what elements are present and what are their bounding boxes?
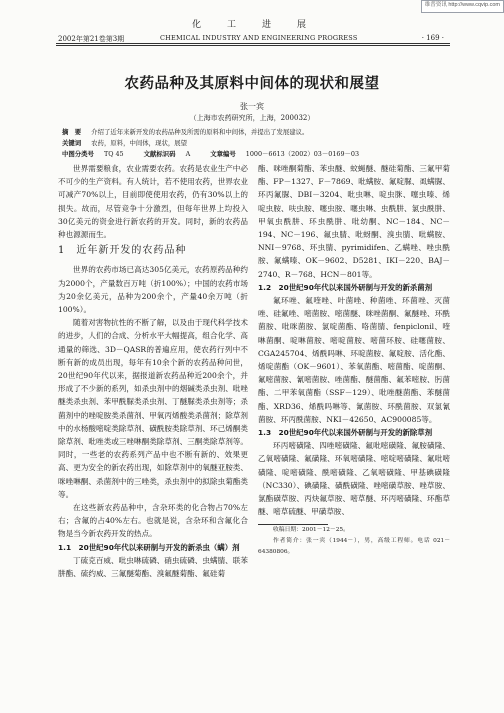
keywords-line — [62, 138, 187, 147]
section-1-paragraph-1: 世界的农药市场已高达305亿美元，农药原药品种约为2000个，产量数百万吨（折100%）；中国的农药市场为20余亿美元，品种为200余个，产量40余万吨（折100%）。 — [58, 265, 248, 315]
journal-name: 化工进展 — [191, 20, 332, 30]
section-1-paragraph-2: 随着对害物抗性的不断了解，以及由于现代科学技术的进步，人们的合成、分析水平大幅提高，组合化学、高通量的筛选、3D－QASR的普遍应用，使农药行列中不断有新的成员出现，每年有10余个新的农药品种问世，20世纪90年代以来，据报道新农药品种近200余个，并形成了不少新的系列，如杀虫剂中的烟碱类杀虫剂、吡唑醚类杀虫剂、苯甲酰脲类杀虫剂、丁醚脲类杀虫剂等；杀菌剂中的唑啶胺类杀菌剂、甲氧丙烯酸类杀菌剂；除草剂中的水杨酸嘧啶类除草剂、磺酰胺类除草剂、环己烯酮类除草剂、吡唑类或三唑啉酮类除草剂、三酮类除草剂等。同时，一些老的农药系列产品中也不断有新的、效果更高、更为安全的新农药出现，如除草剂中的氧醚亚胺类、咪唑啉酮、杀菌剂中的三唑类，杀虫剂中的拟除虫菊酯类等。 — [58, 318, 248, 499]
abstract-text: 介绍了近年来新开发的农药品种及所需的原料和中间体，并提出了发展建议。 — [91, 128, 309, 136]
article-no-value: 1000－6613（2002）03－0169－03 — [245, 150, 360, 158]
herbicide-list: 环丙嘧磺隆、四唑嘧磺隆、氟吡嘧磺隆、氟胺磺隆、乙氧嘧磺隆、氟磺隆、环氧嘧磺隆、嘧啶嘧磺隆、氟吡嘧磺隆、啶嘧磺隆、酰嘧磺隆、乙氧嘧磺隆、甲基碘磺隆（NC330）、碘磺隆、磺酰磺隆、唑嘧磺草胺、唑草胺、氯酯磺草胺、丙炔氟草胺、嘧草醚、环丙嘧磺隆、环酯草醚、嘧草硫醚、甲磺草胺、 — [258, 441, 450, 517]
section-1-heading: 1 近年新开发的农药品种 — [58, 245, 187, 257]
article-no-label: 文章编号 — [210, 150, 236, 158]
author-affiliation: （上海市农药研究所，上海，200032） — [189, 114, 315, 122]
classification-line — [62, 149, 359, 158]
keywords-label: 关键词 — [62, 139, 82, 147]
footnote-author-info: 作者简介：张一宾（1944－），男，高级工程师。电话 021－64380806。 — [258, 538, 450, 556]
subsection-1-1-paragraph: 丁硫克百威、吡虫啉硫磷、硝虫硫磷、虫螨腈、联苯肼酯、硫约威、三氟醚菊酯、溴氟醚菊酯、氟硅菊 — [58, 555, 248, 579]
subsection-1-2-heading: 1.2 20世纪90年代以来国外研制与开发的新杀菌剂 — [258, 282, 433, 292]
footnote-received: 收稿日期：2001－12－25。 — [273, 527, 349, 534]
classification-value: TQ 45 — [103, 150, 124, 158]
fungicide-list: 氟环唑、氟喹唑、叶菌唑、种菌唑、环菌唑、灭菌唑、硅氟唑、嘧菌胺、嘧菌醚、咪唑菌酮、氟醚唑、环酰菌胺、吡咪菌胺、氯啶菌酯、咯菌腈、fenpiclonil、喹啉菌酮、啶啉菌胺、嘧啶菌胺、嘧菌环胺、硅噻菌胺、CGA245704、烯酰吗啉、环啶菌胺、氟啶胺、活化酯、烯啶菌酯（OK－9601）、苯氧菌酯、嘧菌酯、啶菌酮、氟嘧菌胺、氰嘧菌胺、唑菌酯、醚菌酯、氟苯嘧胺、肟菌酯、二甲苯氧菌酯（SSF－129）、吡唑醚菌酯、苯醚菌酯、XRD36、烯酰吗啉等、氰菌胺、环酰菌胺、双氯氰菌胺、环丙酰菌胺、NKI－42650、AC900085等。 — [258, 296, 450, 424]
abstract-line — [62, 127, 308, 136]
intro-paragraph: 世界需要粮食，农业需要农药。农药是农业生产中必不可少的生产资料。有人统计，若不使用农药，世界农业可减产70%以上，目前即使使用农药，仍有30%以上的损失。故而，尽管竞争十分激烈，但每年世界上均投入30亿美元的资金进行新农药的开发。同时，新的农药品种也源源而生。 — [58, 164, 248, 240]
left-column — [58, 162, 248, 580]
issue-info: 2002年第21卷第3期 — [58, 35, 125, 43]
insecticide-list: 酯、咪唑酮菊酯、苯虫醚、蚊蝇醚、醚硅菊酯、三氟甲菊酯、FP－1327、F－7869、吡螨胺、氟啶脲、虱螨脲、环丙氟脲、DBI－3204、吡虫啉、啶虫脒、噻虫嗪、烯啶虫胺、呋虫胺、噻虫胺、噻虫啉、虫酰肼、氯虫酰肼、甲氧虫酰肼、环虫酰肼、吡幼酮、NC－184、NC－194、NC－196、氟虫腈、吡蚜酮、溴虫腈、吡螨胺、NNI－9768、环虫腈、pyrimidifen、乙螨唑、唑虫酰胺、氟螨嗪、OK－9602、D5281、IKI－220、BAJ－2740、R－768、HCN－801等。 — [258, 164, 450, 279]
doc-code-label: 文献标识码 — [143, 150, 176, 158]
abstract-label: 摘 要 — [62, 128, 82, 136]
classification-label: 中图分类号 — [62, 150, 94, 158]
right-column — [258, 162, 450, 558]
header-rule — [56, 43, 450, 44]
watermark-badge: 维普资讯 http://www.cqvip.com — [421, 0, 504, 13]
subsection-1-3-heading: 1.3 20世纪90年代以来国外研制与开发的新除草剂 — [258, 428, 433, 438]
header-rule-thin — [56, 45, 450, 46]
page-number: · 169 · — [421, 34, 444, 42]
author-name: 张一宾 — [240, 102, 264, 111]
subsection-1-1-heading: 1.1 20世纪90年代以来研制与开发的新杀虫（螨）剂 — [58, 542, 240, 552]
journal-english-name: CHEMICAL INDUSTRY AND ENGINEERING PROGRESS — [160, 34, 358, 42]
doc-code-value: A — [185, 150, 191, 158]
section-1-paragraph-3: 在这些新农药品种中，含杂环类的化合物占70%左右；含氟的占40%左右。也就是说，含杂环和含氟化合物是当今新农药开发的热点。 — [58, 503, 248, 539]
keywords-text: 农药，原料，中间体，现状，展望 — [91, 139, 188, 147]
article-title: 农药品种及其原料中间体的现状和展望 — [124, 76, 380, 92]
